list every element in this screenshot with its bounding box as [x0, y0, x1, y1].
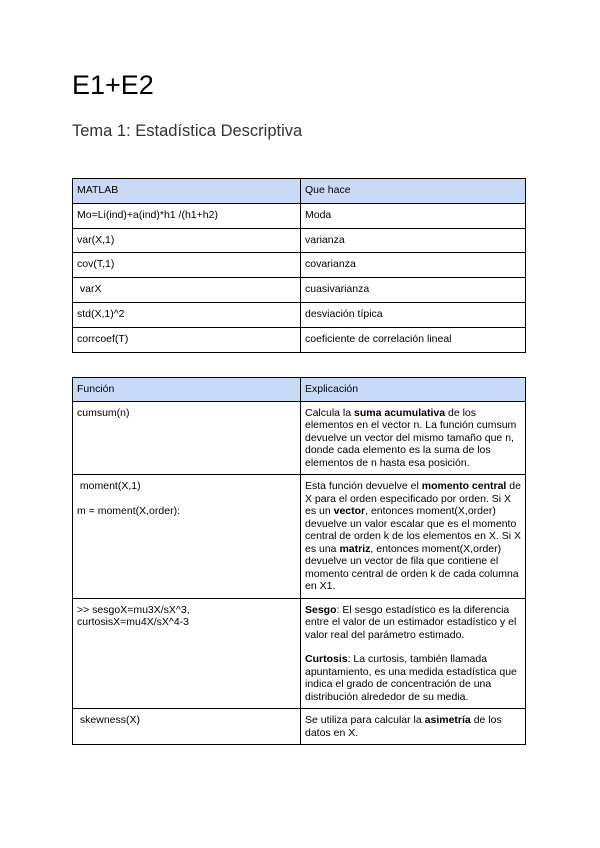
explanation-keyword: Curtosis: [305, 653, 348, 665]
table-header-row: [73, 378, 526, 402]
matlab-command: var(X,1): [73, 228, 301, 253]
explanation-cell: [301, 475, 526, 599]
explanation-text: Calcula la: [305, 406, 355, 419]
matlab-description: cuasivarianza: [301, 278, 526, 303]
explanation-paragraph: [305, 653, 521, 703]
matlab-description: desviación típica: [301, 302, 526, 327]
explanation-keyword: suma acumulativa: [354, 406, 446, 419]
header-que-hace: Que hace: [301, 179, 526, 204]
table-row: [73, 709, 526, 745]
explanation-keyword: asimetría: [424, 714, 471, 726]
explanation-text: : La curtosis, también llamada apuntamiento, es una medida estadística que indica el grado de concentración de una distribución alrededor de su media.: [305, 653, 517, 703]
explanation-text: , entonces moment(X,order) devuelve un vector de fila que contiene el momento central de orden k de cada columna en X1.: [305, 542, 519, 592]
table-row: [73, 203, 526, 228]
explanation-keyword: vector: [333, 505, 366, 517]
functions-table: [72, 377, 526, 745]
function-cell: [73, 709, 301, 745]
function-cell: [73, 475, 301, 599]
table-row: [73, 475, 526, 599]
table-row: [73, 327, 526, 352]
matlab-command: Mo=Li(ind)+a(ind)*h1 /(h1+h2): [73, 203, 301, 228]
table-row: [73, 253, 526, 278]
matlab-command: varX: [73, 278, 301, 303]
header-funcion: Función: [73, 378, 301, 402]
function-name: curtosisX=mu4X/sX^4-3: [77, 616, 190, 628]
explanation-cell: [301, 709, 526, 745]
matlab-command: corrcoef(T): [73, 327, 301, 352]
matlab-command: std(X,1)^2: [73, 302, 301, 327]
function-name: >> sesgoX=mu3X/sX^3,: [77, 603, 190, 616]
table-row: [73, 598, 526, 709]
table-row: [73, 302, 526, 327]
matlab-table: [72, 178, 526, 353]
function-name: m = moment(X,order):: [77, 504, 180, 517]
explanation-cell: [301, 401, 526, 475]
explanation-text: de X para el orden especificado por orden. Si X es un: [305, 480, 521, 517]
explanation-text: , entonces moment(X,order) devuelve un valor escalar que es el momento central de orden k de los elementos en X. Si X es una: [305, 505, 521, 555]
table-row: [73, 278, 526, 303]
explanation-keyword: Sesgo: [305, 603, 337, 616]
explanation-text: de los datos en X.: [305, 714, 502, 739]
function-name: moment(X,1): [77, 480, 141, 492]
explanation-text: : El sesgo estadístico es la diferencia entre el valor de un estimador estadístico y el valor real del parámetro estimado.: [305, 603, 517, 641]
function-cell: [73, 598, 301, 709]
explanation-text: de los elementos en el vector n. La función cumsum devuelve un vector del mismo tamaño que n, donde cada elemento es la suma de los elementos de n hasta esa posición.: [305, 406, 517, 469]
table-row: [73, 228, 526, 253]
explanation-text: Esta función devuelve el: [305, 480, 422, 492]
matlab-description: coeficiente de correlación lineal: [301, 327, 526, 352]
matlab-description: varianza: [301, 228, 526, 253]
table-header-row: [73, 179, 526, 204]
function-name: skewness(X): [77, 714, 141, 726]
explanation-text: Se utiliza para calcular la: [305, 714, 425, 726]
page-subtitle: Tema 1: Estadística Descriptiva: [72, 122, 303, 140]
explanation-paragraph: [305, 604, 521, 642]
explanation-keyword: matriz: [339, 542, 371, 555]
function-name: cumsum(n): [77, 406, 130, 419]
explanation-cell: [301, 598, 526, 709]
function-cell: [73, 401, 301, 475]
matlab-command: cov(T,1): [73, 253, 301, 278]
header-explicacion: Explicación: [301, 378, 526, 402]
header-matlab: MATLAB: [73, 179, 301, 204]
matlab-description: Moda: [301, 203, 526, 228]
matlab-description: covarianza: [301, 253, 526, 278]
table-row: [73, 401, 526, 475]
explanation-keyword: momento central: [421, 480, 507, 492]
page-title: E1+E2: [72, 70, 154, 100]
